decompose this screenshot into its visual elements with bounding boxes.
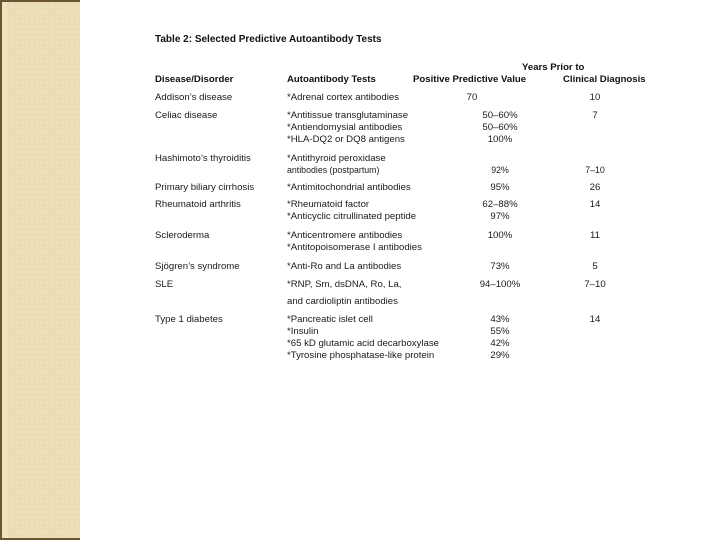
ppv-cell: 95%: [490, 182, 510, 193]
disease-cell: Primary biliary cirrhosis: [155, 182, 255, 193]
ppv-cell: 29%: [490, 350, 510, 361]
test-cell: *Anticyclic citrullinated peptide: [287, 211, 417, 222]
test-cell: *Insulin: [287, 326, 319, 337]
table-title: Table 2: Selected Predictive Autoantibody Tests: [155, 34, 382, 45]
test-cell: *Adrenal cortex antibodies: [287, 92, 399, 103]
years-cell: 7–10: [584, 279, 606, 290]
test-cell: *Rheumatoid factor: [287, 199, 370, 210]
ppv-cell: 100%: [487, 230, 513, 241]
header-years-line2: Clinical Diagnosis: [563, 74, 646, 85]
disease-cell: Rheumatoid arthritis: [155, 199, 241, 210]
ppv-cell: 92%: [491, 165, 509, 175]
ppv-cell: 94–100%: [479, 279, 521, 290]
years-cell: 26: [589, 182, 601, 193]
ppv-cell: 42%: [490, 338, 510, 349]
ppv-cell: 50–60%: [482, 110, 518, 121]
disease-cell: Hashimoto’s thyroiditis: [155, 153, 251, 164]
ppv-cell: 70: [466, 92, 478, 103]
header-years-line1: Years Prior to: [522, 62, 585, 73]
ppv-cell: 97%: [490, 211, 510, 222]
ppv-cell: 50–60%: [482, 122, 518, 133]
sidebar-top-border: [0, 0, 80, 2]
test-cell: *Antithyroid peroxidase: [287, 153, 386, 164]
test-cell: *Antitissue transglutaminase: [287, 110, 409, 121]
test-cell: *Antitopoisomerase I antibodies: [287, 242, 422, 253]
header-tests: Autoantibody Tests: [287, 74, 376, 85]
disease-cell: Sjögren’s syndrome: [155, 261, 240, 272]
ppv-cell: 55%: [490, 326, 510, 337]
test-cell: *Pancreatic islet cell: [287, 314, 373, 325]
ppv-cell: 62–88%: [482, 199, 518, 210]
years-cell: 14: [589, 199, 601, 210]
test-cell: *HLA-DQ2 or DQ8 antigens: [287, 134, 405, 145]
ppv-cell: 73%: [490, 261, 510, 272]
years-cell: 14: [589, 314, 601, 325]
years-cell: 7–10: [585, 165, 605, 175]
years-cell: 10: [589, 92, 601, 103]
header-ppv: Positive Predictive Value: [413, 74, 527, 85]
test-cell: *65 kD glutamic acid decarboxylase: [287, 338, 439, 349]
sidebar-edge-highlight: [2, 0, 7, 540]
test-cell: antibodies (postpartum): [287, 165, 380, 175]
disease-cell: Celiac disease: [155, 110, 218, 121]
disease-cell: SLE: [155, 279, 174, 290]
ppv-cell: 43%: [490, 314, 510, 325]
years-cell: 11: [590, 230, 600, 241]
test-cell: *Antiendomysial antibodies: [287, 122, 403, 133]
disease-cell: Type 1 diabetes: [155, 314, 223, 325]
years-cell: 5: [592, 261, 598, 272]
test-cell: *Tyrosine phosphatase-like protein: [287, 350, 435, 361]
years-cell: 7: [592, 110, 598, 121]
decorative-sidebar: [0, 0, 80, 540]
ppv-cell: 100%: [487, 134, 513, 145]
test-cell: *Anticentromere antibodies: [287, 230, 403, 241]
disease-cell: Addison’s disease: [155, 92, 233, 103]
test-cell: *Antimitochondrial antibodies: [287, 182, 411, 193]
test-cell: and cardioliptin antibodies: [287, 296, 398, 307]
test-cell: *Anti-Ro and La antibodies: [287, 261, 402, 272]
header-disease: Disease/Disorder: [155, 74, 234, 85]
disease-cell: Scleroderma: [155, 230, 210, 241]
test-cell: *RNP, Sm, dsDNA, Ro, La,: [287, 279, 402, 290]
